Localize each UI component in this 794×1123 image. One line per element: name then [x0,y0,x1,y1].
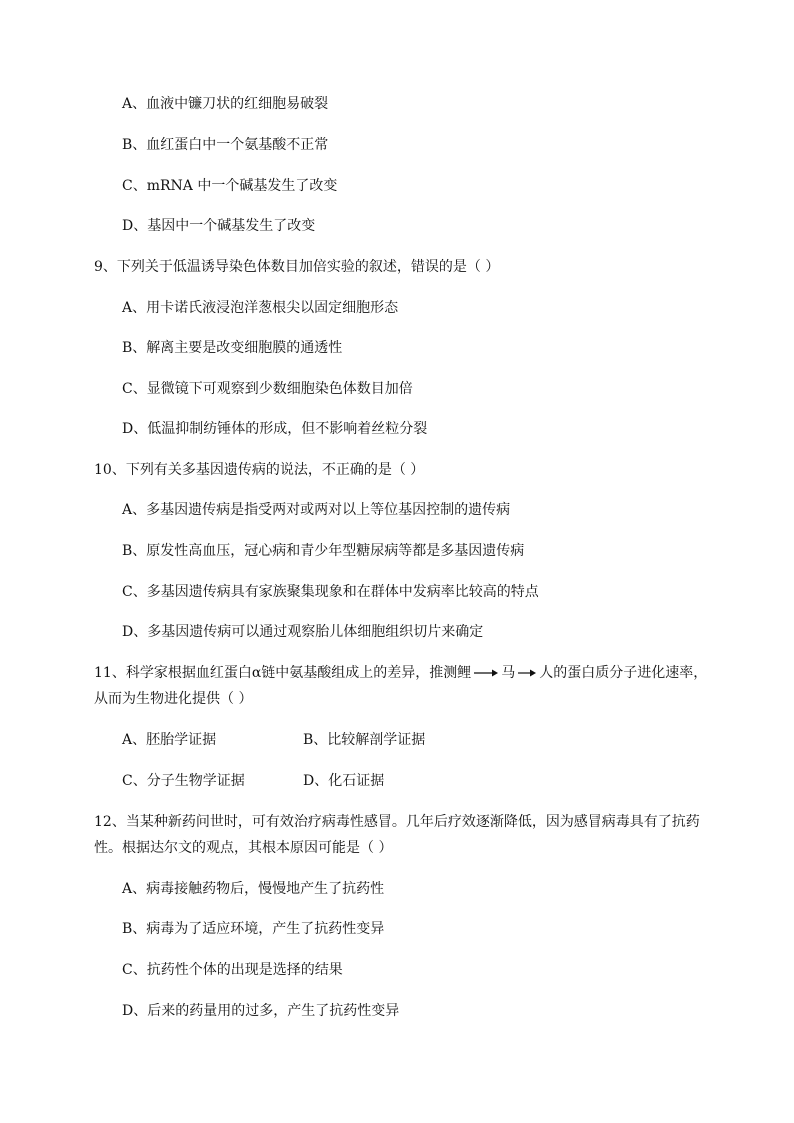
q9-option-a: A、用卡诺氏液浸泡洋葱根尖以固定细胞形态 [122,300,399,316]
q8-option-c: C、mRNA 中一个碱基发生了改变 [122,178,338,194]
q11-option-a: A、胚胎学证据 [122,732,217,748]
q12-option-b: B、病毒为了适应环境，产生了抗药性变异 [122,921,385,937]
q10-option-d: D、多基因遗传病可以通过观察胎儿体细胞组织切片来确定 [122,624,484,640]
q11-stem-part1: 11、科学家根据血红蛋白α链中氨基酸组成上的差异，推测鲤 [94,665,472,681]
q11-stem-line2: 从而为生物进化提供（ ） [94,691,253,707]
q11-option-c: C、分子生物学证据 [122,773,245,789]
q12-stem-line1: 12、当某种新药问世时，可有效治疗病毒性感冒。几年后疗效逐渐降低，因为感冒病毒具有了抗药 [94,814,700,830]
q12-stem-line2: 性。根据达尔文的观点，其根本原因可能是（ ） [94,840,393,856]
q9-option-c: C、显微镜下可观察到少数细胞染色体数目加倍 [122,381,413,397]
q9-stem: 9、下列关于低温诱导染色体数目加倍实验的叙述，错误的是（ ） [94,259,500,275]
q12-option-a: A、病毒接触药物后，慢慢地产生了抗药性 [122,881,385,897]
arrow-icon [517,668,537,678]
arrow-icon [473,668,499,678]
q9-option-b: B、解离主要是改变细胞膜的通透性 [122,340,343,356]
q11-option-d: D、化石证据 [303,773,385,789]
q8-option-a: A、血液中镰刀状的红细胞易破裂 [122,96,329,112]
q9-option-d: D、低温抑制纺锤体的形成，但不影响着丝粒分裂 [122,421,428,437]
q10-option-a: A、多基因遗传病是指受两对或两对以上等位基因控制的遗传病 [122,502,511,518]
q11-stem-part3: 人的蛋白质分子进化速率， [539,665,708,681]
q10-option-b: B、原发性高血压，冠心病和青少年型糖尿病等都是多基因遗传病 [122,543,525,559]
q8-option-b: B、血红蛋白中一个氨基酸不正常 [122,137,329,153]
q11-stem-part2: 马 [501,665,516,681]
q8-option-d: D、基因中一个碱基发生了改变 [122,218,316,234]
q10-option-c: C、多基因遗传病具有家族聚集现象和在群体中发病率比较高的特点 [122,584,539,600]
q12-option-c: C、抗药性个体的出现是选择的结果 [122,962,343,978]
q11-option-b: B、比较解剖学证据 [303,732,426,748]
q10-stem: 10、下列有关多基因遗传病的说法，不正确的是（ ） [94,462,425,478]
q12-option-d: D、后来的药量用的过多，产生了抗药性变异 [122,1003,400,1019]
q11-stem-line1 [94,664,707,682]
